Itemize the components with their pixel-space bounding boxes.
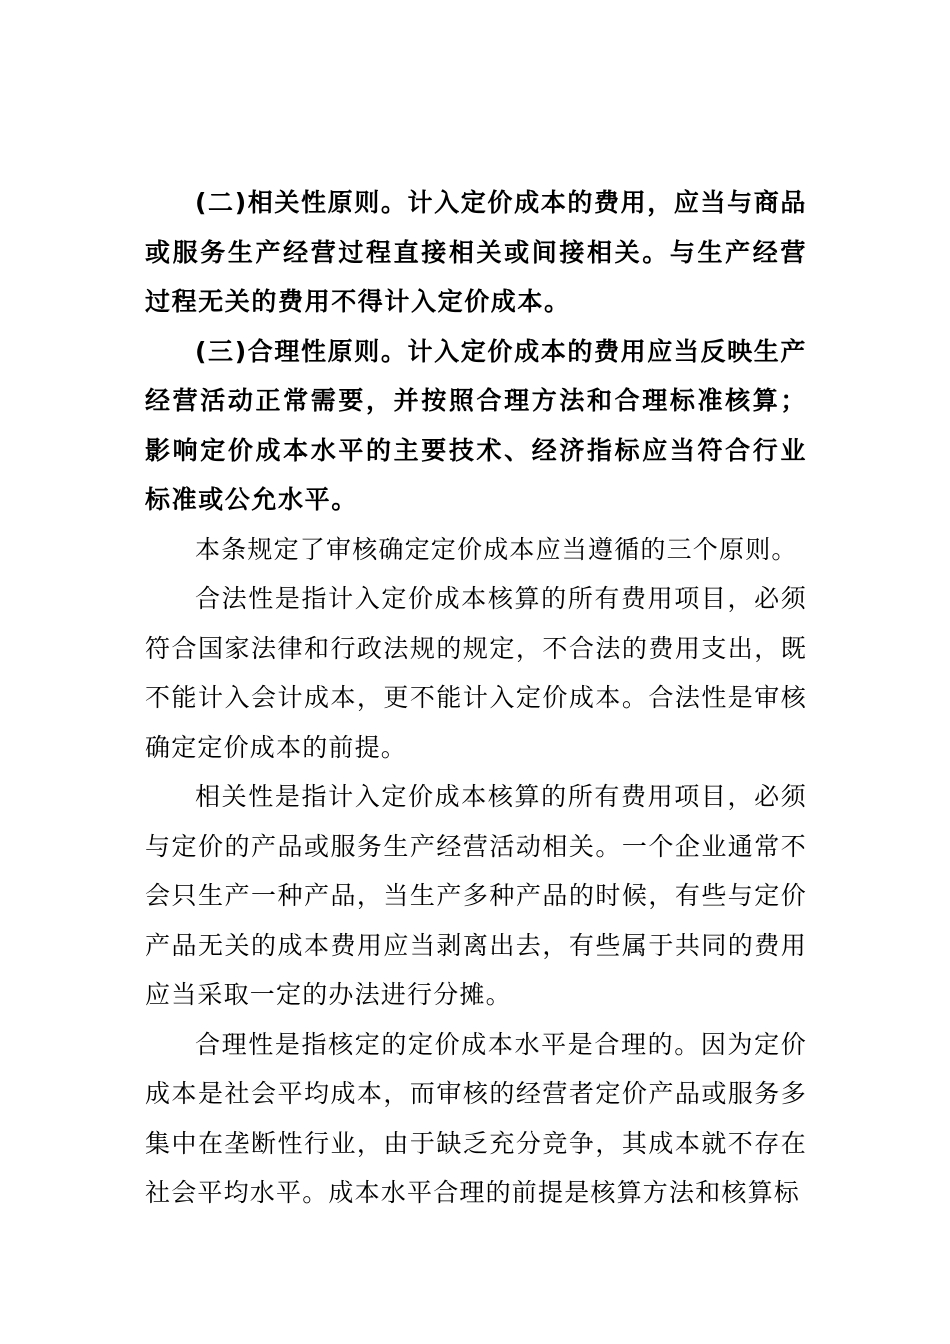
paragraph-intro: 本条规定了审核确定定价成本应当遵循的三个原则。 [195, 534, 798, 564]
paragraph-legality-explanation: 合法性是指计入定价成本核算的所有费用项目，必须符合国家法律和行政法规的规定，不合法的费用支出，既不能计入会计成本，更不能计入定价成本。合法性是审核确定定价成本的前提。 [145, 584, 807, 762]
document-body [145, 178, 807, 1218]
paragraph-relevance-explanation: 相关性是指计入定价成本核算的所有费用项目，必须与定价的产品或服务生产经营活动相关。一个企业通常不会只生产一种产品，当生产多种产品的时候，有些与定价产品无关的成本费用应当剥离出去，有些属于共同的费用应当采取一定的办法进行分摊。 [145, 782, 807, 1009]
paragraph-relevance-principle: (二)相关性原则。计入定价成本的费用，应当与商品或服务生产经营过程直接相关或间接相关。与生产经营过程无关的费用不得计入定价成本。 [145, 188, 807, 316]
paragraph-rationality-principle: (三)合理性原则。计入定价成本的费用应当反映生产经营活动正常需要，并按照合理方法和合理标准核算；影响定价成本水平的主要技术、经济指标应当符合行业标准或公允水平。 [145, 336, 807, 514]
paragraph-rationality-explanation: 合理性是指核定的定价成本水平是合理的。因为定价成本是社会平均成本，而审核的经营者定价产品或服务多集中在垄断性行业，由于缺乏充分竞争，其成本就不存在社会平均水平。成本水平合理的前提是核算方法和核算标 [145, 1029, 807, 1207]
